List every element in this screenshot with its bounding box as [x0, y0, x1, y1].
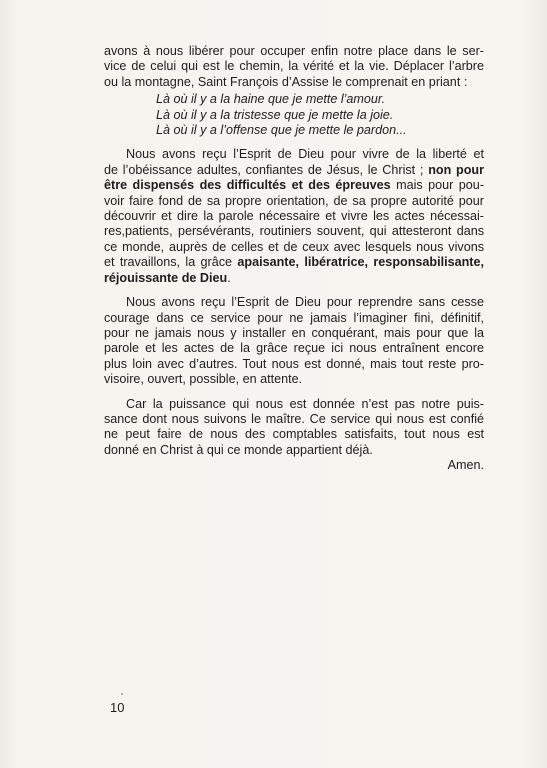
text-line	[104, 255, 484, 270]
text-line: sance dont nous suivons le maître. Ce service qui nous est confié	[104, 411, 484, 426]
text-run: et travaillons, la grâce	[104, 255, 238, 270]
bold-text: non pour	[428, 162, 484, 177]
text-line: voir faire fond de sa propre orientation, de sa propre autorité pour	[104, 193, 484, 208]
text-line: vice de celui qui est le chemin, la vérité et la vie. Déplacer l’arbre	[104, 59, 484, 74]
text-line	[104, 178, 484, 193]
text-line: découvrir et dire la parole nécessaire et vivre les actes nécessai-	[104, 209, 484, 224]
text-run: .	[227, 270, 231, 285]
text-line: ou la montagne, Saint François d’Assise le comprenait en priant :	[104, 74, 468, 89]
bold-text: être dispensés des difficultés et des épreuves	[104, 178, 391, 193]
bold-text: apaisante, libératrice, responsabilisante,	[237, 255, 484, 270]
prayer-quote	[156, 92, 484, 138]
text-run: mais pour pou-	[390, 178, 485, 193]
body-text	[104, 44, 484, 474]
paragraph-1	[104, 44, 484, 90]
text-line: res,patients, persévérants, routiniers souvent, qui attesteront dans	[104, 224, 484, 239]
quote-line: Là où il y a l’offense que je mette le pardon...	[156, 123, 407, 138]
paragraph-4	[104, 397, 484, 459]
closing-amen: Amen.	[447, 458, 484, 473]
text-line	[104, 271, 484, 286]
text-line: avons à nous libérer pour occuper enfin notre place dans le ser-	[104, 44, 484, 58]
paragraph-2	[104, 147, 484, 286]
text-line: plus loin avec d’autres. Tout nous est donné, mais tout reste pro-	[104, 356, 484, 371]
text-line: Nous avons reçu l’Esprit de Dieu pour reprendre sans cesse	[126, 295, 484, 310]
text-line: Car la puissance qui nous est donnée n’est pas notre puis-	[126, 396, 484, 411]
text-line: pour ne jamais nous y installer en conquérant, mais pour que la	[104, 325, 484, 340]
text-line: visoire, ouvert, possible, en attente.	[104, 372, 303, 387]
quote-line: Là où il y a la haine que je mette l’amour.	[156, 92, 386, 107]
text-line: donné en Christ à qui ce monde appartient déjà.	[104, 442, 373, 457]
page-number: 10	[110, 700, 125, 715]
paper-speck	[121, 693, 123, 695]
text-line: ce monde, auprès de celles et de ceux avec lesquels nous vivons	[104, 239, 484, 254]
paragraph-3	[104, 295, 484, 387]
text-line	[104, 163, 484, 178]
closing	[104, 458, 484, 473]
text-run: de l’obéissance adultes, confiantes de Jésus, le Christ ;	[104, 162, 429, 177]
text-line: ne peut faire de nous des comptables satisfaits, tout nous est	[104, 427, 484, 442]
quote-line: Là où il y a la tristesse que je mette la joie.	[156, 107, 394, 122]
text-line: Nous avons reçu l’Esprit de Dieu pour vivre de la liberté et	[126, 147, 484, 162]
text-line: parole et les actes de la grâce reçue ici nous entraînent encore	[104, 341, 484, 356]
bold-text: réjouissante de Dieu	[104, 270, 228, 285]
text-line: courage dans ce service pour ne jamais l’imaginer fini, définitif,	[104, 310, 484, 325]
